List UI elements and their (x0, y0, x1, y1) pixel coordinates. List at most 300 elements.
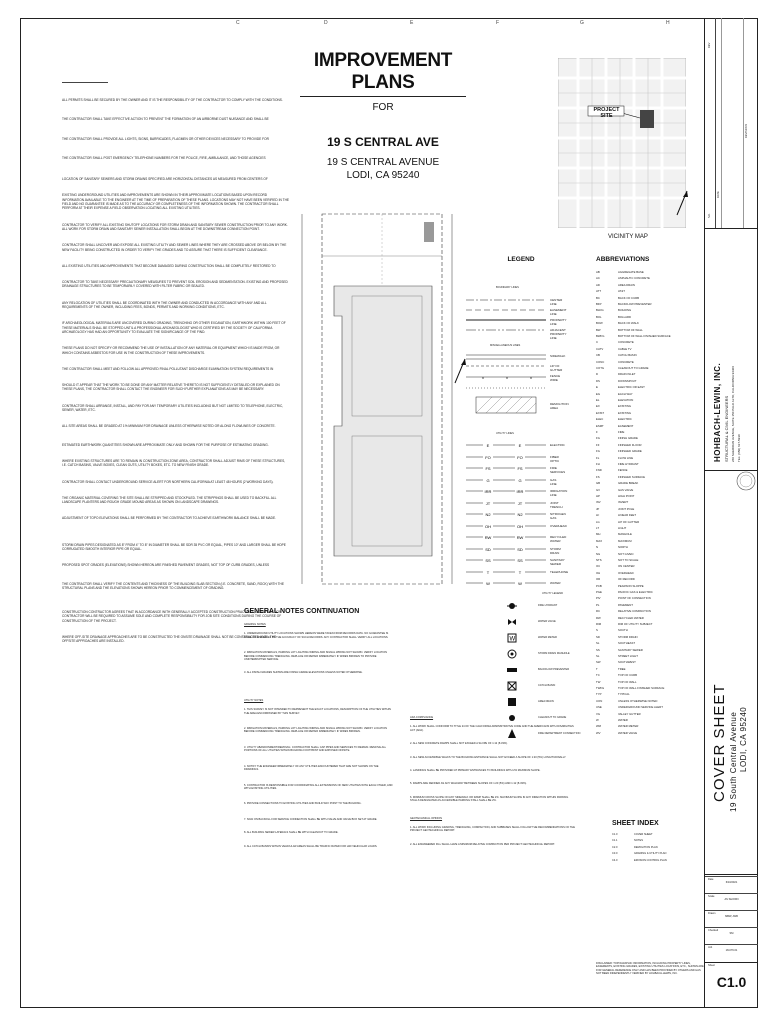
abbreviation-meaning: NOT TO SCALE (618, 558, 639, 562)
svg-text:W: W (509, 636, 516, 643)
abbreviation-code: TWFG (596, 686, 605, 690)
abbreviation-row (596, 289, 625, 293)
utility-code-label: FS (517, 466, 523, 471)
abbreviation-code: F (596, 430, 598, 434)
abbreviation-meaning: AGGREGATE BASE (618, 270, 644, 274)
note-item: IF ARCHAEOLOGICAL MATERIALS ARE UNCOVERED DURING GRADING, TRENCHING OR OTHER EXCAVATION, EARTHWORK WITHIN 100 FEET OF THESE MATERIALS SHALL BE STOPPED UNTIL A PROFESSIONAL ARCHAEOLOGIST WHO IS CERTIFIED BY THE SOCIETY OF CALIFORNIA ARCHAEOLOGY HAS HAD AN OPPORTUNITY TO EVALUATE THE SIGNIFICANCE OF THE FIND. (62, 321, 286, 334)
firm-name: HOHBACH-LEWIN, INC. (713, 362, 722, 462)
note-item: CONTRACTOR SHALL CONTACT UNDERGROUND SERVICE ALERT FOR NORTHERN CALIFORNIA AT LEAST 48 HOURS (2 WORKING DAYS). (62, 479, 274, 484)
sheet-index-row (612, 833, 702, 836)
title-field-label: Drawn (708, 912, 716, 915)
abbreviations-heading: ABBREVIATIONS (596, 256, 650, 263)
abbreviation-row (596, 584, 644, 588)
grading-note: 2. IRRIGATION MATERIALS, PARKING LOT LIGHTING WIRING AND SIGNAL WIRING NOT SHOWN. VERIFY LOCATION BEFORE COMMENCING TRENCHING. REPLACE OR REPAIR IMMEDIATELY IF WIRES BROKEN TO PROVIDE UNINTERRUPTED SERVICE. (244, 651, 387, 662)
note-item: THE CONTRACTOR SHALL TAKE EFFECTIVE ACTION TO PREVENT THE FORMATION OF AN AIRBORNE DUST NUISANCE AND SHALL BE (62, 117, 269, 122)
abbreviation-meaning: CATCH BASIN (618, 353, 637, 358)
utility-note: 9. ALL CATCH BASINS WITHIN VEHICULAR AREAS SHALL BE TRAFFIC RATED FOR H20 VEHICULAR LOADS. (244, 844, 378, 848)
abbreviation-meaning: ASPHALTIC CONCRETE (618, 276, 650, 281)
utility-line-swatch (466, 442, 546, 448)
legend-row: PROPERTY LINE (550, 318, 567, 326)
utility-code-label: FS (485, 466, 491, 471)
utility-line-swatch (466, 511, 546, 517)
abbreviation-row (596, 436, 638, 440)
abbreviation-row (596, 724, 638, 728)
note-item: THE CONTRACTOR SHALL VERIFY THE CONTENTS AND THICKNESS OF THE BUILDING SLAB SECTION (I.E. CONCRETE, SAND, ROCK) WITH THE STRUCTURAL PLANS AND THE ELEVATIONS SHOWN HEREON PRIOR TO COMMENCEMENT OF GRADING. (62, 581, 284, 590)
abbreviation-code: TC (596, 673, 600, 678)
abbreviation-code: SL (596, 641, 600, 646)
note-item: CONTRACTOR SHALL ARRANGE, INSTALL, AND PAY FOR ANY TEMPORARY UTILITIES INCLUDING BUT NOT LIMITED TO TELEPHONE, ELECTRIC, SEWER, WATER, ETC. (62, 403, 284, 413)
address-line-2: 19 S CENTRAL AVENUE (326, 157, 440, 168)
note-item: THESE PLANS DO NOT SPECIFY OR RECOMMEND THE USE OF INSTALLATION OF ANY MATERIAL OR EQUIPMENT WHICH IS MADE FROM, OR WHICH CONTAINS ASBESTOS FOR USE IN THE CONSTRUCTION OF THESE IMPROVEMENTS. (62, 346, 280, 355)
abbreviation-row (596, 513, 636, 517)
note-item: ALL EXISTING UTILITIES AND IMPROVEMENTS THAT BECOME DAMAGED DURING CONSTRUCTION SHALL BE COMPLETELY RESTORED TO (62, 263, 276, 268)
abbreviation-row (596, 673, 637, 677)
sheet-number: C1.0 (716, 974, 747, 991)
project-site-label: PROJECT SITE (593, 107, 620, 119)
abbreviation-row (596, 705, 663, 709)
column-letter: H (666, 20, 670, 26)
abbreviation-code: AB (596, 270, 600, 274)
abbreviation-meaning: BOTTOM OF WALL (618, 327, 643, 332)
utility-line-label: RECYCLED WATER (550, 535, 567, 543)
utility-code-label: W (518, 581, 522, 586)
utility-notes-heading: UTILITY NOTES (244, 698, 264, 702)
abbreviation-row (596, 398, 633, 402)
abbreviation-code: VG (596, 711, 601, 716)
north-arrow-icon (674, 188, 690, 218)
abbreviation-row (596, 334, 671, 338)
abbreviation-code: DS (596, 378, 600, 383)
utility-note: 1. THIS SURVEY IS NOT INTENDED TO REPRESENT THE EXACT LOCATIONS, DESCRIPTION OF THE UTILITIES WITHIN THE AREA ENCOMPASSED BY THIS SURVEY. (244, 708, 391, 715)
title-field-label: Checked (708, 929, 719, 932)
abbreviation-code: AC (596, 276, 600, 281)
abbreviation-row (596, 654, 638, 658)
abbreviation-row (596, 609, 651, 613)
abbreviation-row (596, 622, 652, 626)
abbreviation-row (596, 481, 638, 485)
abbreviation-row (596, 379, 637, 383)
ada-notes (410, 716, 578, 846)
utility-code-label: JT (485, 500, 491, 506)
abbreviation-code: AD (596, 282, 600, 287)
firm-subtitle: STRUCTURAL & CIVIL ENGINEERS (724, 395, 729, 462)
abbreviation-code: GV (596, 487, 601, 492)
abbreviation-code: N (596, 545, 599, 550)
abbreviation-meaning: FENCE (618, 468, 628, 473)
sheet-index-number: C2.0 (612, 845, 618, 849)
abbreviation-code: BFP (596, 302, 602, 306)
no-column: NO. (708, 213, 711, 218)
note-item: ESTIMATED EARTHWORK QUANTITIES SHOWN ARE APPROXIMATE ONLY AND SHOWN FOR THE PURPOSE OF ESTIMATING GRADING. (62, 442, 269, 447)
abbreviation-code: ESMT (596, 423, 604, 428)
abbreviation-meaning: NOT GIVEN (618, 551, 634, 556)
abbreviation-meaning: FIRE HYDRANT (618, 462, 639, 466)
abbreviation-code: OR (596, 577, 601, 582)
abbreviation-code: FF (596, 442, 600, 447)
note-item: ALL SITE AREAS SHALL BE GRADED AT 1% MINIMUM FOR DRAINAGE UNLESS OTHERWISE NOTED OR ALONG FLOWLINES OF CONCRETE. (62, 424, 276, 429)
continuation-heading: GENERAL NOTES CONTINUATION (244, 608, 360, 615)
abbreviation-meaning: PACIFIC GAS & ELECTRIC (618, 590, 653, 594)
abbreviation-row (596, 520, 639, 524)
abbreviation-meaning: BACK OF WALK (618, 321, 639, 326)
sheet-index-title: COVER SHEET (634, 833, 653, 836)
note-item: LOCATION OF SANITARY SEWERS AND STORM DRAINS SPECIFIED ARE HORIZONTAL DISTANCES AS MEASURED FROM CENTERS OF (62, 177, 268, 182)
general-notes (62, 98, 290, 656)
sheet-title-box (705, 472, 758, 875)
notes-continuation (244, 608, 394, 848)
abbreviation-row (596, 564, 634, 568)
utility-line-row (466, 442, 565, 449)
abbreviation-row (596, 603, 633, 607)
abbreviation-meaning: NORTH (618, 545, 628, 550)
utility-note: 8. ALL BUILDING SEWER LATERALS SHALL BE WITH CLEANOUT TO GRADE. (244, 831, 339, 835)
abbreviation-meaning: EASEMENT (618, 423, 634, 428)
note-item: ANY RELOCATION OF UTILITIES SHALL BE COORDINATED WITH THE OWNER AND CONDUCTED IN ACCORDANCE WITH ANY AND ALL REQUIREMENTS OF THE OWNER, INCLUDING FEES, BONDS, PERMITS AND WORKING CONDITIONS, ETC. (62, 300, 267, 310)
abbreviation-meaning: OF RECORD (618, 577, 635, 582)
boundary-heading: BOUNDARY LINES (496, 286, 519, 289)
sheet-index-title: EROSION CONTROL PLAN (634, 858, 667, 862)
utility-line-swatch (466, 500, 546, 506)
title-field-value: SM (729, 932, 734, 936)
abbreviation-row (596, 430, 624, 434)
title-fields (705, 876, 758, 961)
utility-legend-heading: UTILITY LEGEND (542, 592, 563, 595)
utility-line-label: SANITARY SEWER (550, 558, 565, 566)
utility-line-label: WATER (550, 581, 561, 585)
area-drain-icon (506, 696, 518, 708)
abbreviation-code: BOW (596, 321, 603, 326)
note-item: THE CONTRACTOR SHALL MEET AND FOLLOW ALL APPROVED FINAL POLLUTANT DISCHARGE ELIMINATION SYSTEM REQUIREMENTS IN (62, 366, 274, 371)
for-label: FOR (372, 102, 394, 113)
vicinity-map-graphic (558, 58, 686, 228)
abbreviation-code: BC (596, 295, 600, 300)
abbreviation-row (596, 366, 648, 370)
note-item: WHERE OFF-SITE DRAINAGE APPROACHES ARE TO BE CONSTRUCTED THE ONSITE DRAINAGE SHALL NOT BE CONSTRUCTED UNTIL THE OFFSITE APPROACHES ARE INSTALLED. (62, 635, 277, 644)
utility-line-swatch (466, 523, 546, 529)
project-title (300, 50, 466, 182)
utility-note: 3. UTILITY ABANDONMENT/REMOVAL: CONTRACTOR SHALL CAP PIPES AND SERVICES TO REMAIN. REMOVE ALL PORTIONS OF ALL UTILITIES WITHIN BUILDING FOOTPRINT AND EXPOSED OFFSITE. (244, 745, 387, 753)
utility-line-row (466, 511, 566, 520)
sheet-label: Sheet (708, 964, 715, 967)
utility-line-row (466, 534, 567, 543)
abbreviation-code: FND (596, 468, 602, 473)
abbreviation-code: INV (596, 500, 601, 505)
abbreviations (596, 256, 700, 796)
note-item: ADJUSTMENT OF TOPO ELEVATIONS SHALL BE PERFORMED BY THE CONTRACTOR TO ACHIEVE EARTHWORK BALANCE SHALL BE MADE. (62, 516, 276, 521)
abbreviation-meaning: ELECTRIC OR EAST (618, 385, 645, 390)
ada-note: 6. MINIMUM CROSS SLOPE ON ANY SIDEWALK OR RAMP SHALL BE 2%. MAXIMUM SLOPE IN ANY DIRECTION WITHIN PARKING STALLS DESIGNATED AS ACCESSIBLE PARKING STALL SHALL BE 2%. (410, 795, 569, 803)
sheet-index-title: GRADING & UTILITY PLAN (634, 852, 667, 856)
abbreviation-row (596, 404, 631, 408)
utility-line-swatch (466, 465, 546, 471)
legend-row: LIP OF GUTTER (550, 364, 563, 372)
abbreviation-code: EX (596, 404, 600, 409)
abbreviation-meaning: EXISTING (618, 404, 632, 409)
abbreviation-code: UON (596, 698, 603, 703)
abbreviation-row (596, 731, 637, 735)
abbreviation-row (596, 456, 633, 460)
abbreviation-meaning: FLOW LINE (618, 455, 634, 460)
utility-line-row (466, 454, 560, 463)
sheet-index-row (612, 846, 702, 849)
abbreviation-meaning: SOUTHEAST (618, 641, 636, 646)
abbreviation-meaning: MANHOLE (618, 532, 632, 537)
note-item: ALL PERMITS SHALL BE SECURED BY THE OWNER AND IT IS THE RESPONSIBILITY OF THE CONTRACTOR TO COMPLY WITH THE CONDITIONS. (62, 98, 283, 102)
utility-note: 5. CONTRACTOR IS RESPONSIBLE FOR COORDINATING ALL EXTENSIONS OF NEW UTILITIES WITH EACH OTHER, AND WITH EXISTING UTILITIES. (244, 783, 393, 790)
abbreviation-meaning: CONCRETE (618, 340, 634, 345)
misc-heading: MISCELLANEOUS LINES (490, 344, 521, 347)
note-item: THE CONTRACTOR SHALL POST EMERGENCY TELEPHONE NUMBERS FOR THE POLICE, FIRE, AMBULANCE, AND THOSE AGENCIES (62, 155, 266, 160)
utility-code-label: SS (485, 558, 491, 563)
title-field (705, 910, 758, 927)
title-field-value: AS SHOWN (724, 898, 739, 902)
abbreviation-meaning: ELECTRIC (618, 417, 632, 422)
note-item: THE CONTRACTOR SHALL PROVIDE ALL LIGHTS, SIGNS, BARRICADES, FLAGMEN OR OTHER DEVICES NECESSARY TO PROVIDE FOR (62, 136, 269, 141)
sheet-title: COVER SHEET (711, 683, 728, 802)
title-field (705, 876, 758, 893)
legend-row: DEMOLITION AREA (466, 396, 546, 415)
note-item: WHERE EXISTING STRUCTURES ARE TO REMAIN IN CONSTRUCTION ZONE AREA, CONTRACTOR SHALL ADJUST RIMS OF THESE STRUCTURES, I.E. CATCH BASINS, VALVE BOXES, CLEAN OUTS, UTILITY BOXES, ETC. TO NEW FINISH GRADE. (62, 458, 286, 468)
utility-line-swatch (466, 454, 546, 460)
address-line-1: 19 S CENTRAL AVE (327, 135, 439, 149)
abbreviation-code: ATT (596, 289, 602, 294)
utility-line-row (466, 500, 563, 509)
abbreviation-meaning: PAVEMENT (618, 602, 633, 607)
utility-line-label: IRRIGATION LINE (550, 489, 568, 497)
grading-note: 1. UNDERGROUND UTILITY LOCATIONS SHOWN HEREON WERE TAKEN FROM RECORDS DATA. NO GUARANTEE IS MADE OR IMPLIED AS TO THE ACCURACY OF SUCH RECORDS. ANY CONTRACTOR SHALL VERIFY ALL LOCATIONS. (244, 632, 389, 639)
abbreviation-row (596, 321, 639, 325)
abbreviation-row (596, 526, 626, 530)
abbreviation-code: RIM (596, 622, 602, 626)
abbreviation-meaning: UNLESS OTHERWISE NOTED (618, 698, 658, 703)
revisions-label: REVISIONS (745, 123, 748, 138)
abbreviation-code: PCB (596, 583, 602, 588)
abbreviation-meaning: EACH WAY (618, 391, 633, 396)
abbreviation-code: SW (596, 660, 601, 665)
abbreviation-code: FS (596, 474, 600, 479)
abbreviation-row (596, 532, 632, 536)
utility-code-label: FO (485, 454, 491, 460)
abbreviation-code: WM (596, 724, 601, 729)
column-letter: C (236, 20, 240, 26)
abbreviation-meaning: BOLLARD (618, 314, 632, 319)
abbreviation-meaning: BACKFLOW PREVENTER (618, 302, 652, 306)
note-item: CONTRACTOR TO TAKE NECESSARY PRECAUTIONARY MEASURES TO PREVENT SOIL EROSION AND SEDIMENTATION. EXISTING AND PROPOSED DRAINAGE STRUCTURES TO BE TEMPORARILY COVERED WITH FILTER FABRIC OR SEALED. (62, 280, 288, 289)
legend-row: SIDEWALK (550, 354, 566, 358)
abbreviation-meaning: CLEANOUT TO GRADE (618, 366, 649, 370)
abbreviation-meaning: FINISHED GRADE (618, 449, 642, 454)
utility-code-label: N2 (517, 512, 523, 517)
abbreviation-row (596, 558, 638, 562)
ada-note: 5. RAMPS ARE DEFINED AS ANY WALKWAY BETWEEN SLOPES OF 1:20 (5%) AND 1:12 (8.33%). (410, 782, 527, 786)
ada-note: 1. ALL WORK SHALL CONFORM TO TITLE 24 OF THE CALIFORNIA ADMINISTRATIVE CODE AND THE AMERICANS WITH DISABILITIES ACT (ADA). (410, 725, 574, 732)
legend-row: EASEMENT LINE (550, 308, 567, 316)
utility-code-label: W (486, 581, 490, 586)
abbreviation-meaning: RELATIVE COMPACTION (618, 609, 651, 614)
utility-code-label: E (518, 443, 522, 448)
abbreviation-row (596, 539, 632, 543)
fire-hydrant-icon (506, 600, 518, 612)
firm-address: 260 SHERIDAN AVENUE, SUITE 150 PALO ALTO, CALIFORNIA 94306 (731, 366, 735, 462)
utility-line-swatch (466, 569, 546, 575)
ada-note: 2. ALL NEW CONCRETE RAMPS SHALL NOT EXCEED A SLOPE OF 1:12 (8.33%). (410, 742, 508, 746)
abbreviation-code: T (596, 666, 598, 671)
abbreviation-meaning: OVERHEAD (618, 570, 634, 575)
utility-code-label: SD (485, 546, 491, 552)
abbreviation-meaning: DRAIN INLET (618, 372, 636, 377)
svg-text:x: x (482, 375, 484, 380)
geo-note: 2. ALL ENGINEERED FILL SHALL HAVE A MINIMUM RELATIVE COMPACTION PER PROJECT GEOTECHNICAL REPORT. (410, 842, 555, 846)
utility-code-label: E (486, 443, 490, 448)
abbreviation-code: FL (596, 455, 600, 460)
abbreviation-row (596, 552, 633, 556)
abbreviation-meaning: LIGHT (618, 526, 627, 530)
project-city: LODI, CA 95240 (739, 706, 748, 772)
utility-note: 7. SIGN ON BACKFILL FOR SERVICE CONNECTION SHALL BE WITH VALVE AND VALVE BOX SET AT GRADE. (244, 817, 378, 821)
water-meter-icon (506, 632, 518, 644)
abbreviation-meaning: HIGH POINT (618, 494, 635, 498)
abbreviation-row (596, 315, 631, 319)
vicinity-map (558, 58, 686, 228)
abbreviation-code: JP (596, 506, 600, 511)
abbreviation-meaning: CABLE TV (618, 346, 632, 351)
abbreviation-code: USE (596, 705, 602, 710)
abbreviation-code: BWFG (596, 334, 605, 338)
backflow-preventer-icon (506, 664, 518, 676)
sheet-index-title: DEMOLITION PLAN (634, 845, 658, 849)
abbreviation-row (596, 699, 657, 703)
abbreviation-meaning: ELEVATION (618, 398, 634, 402)
abbreviation-meaning: STREET LIGHT (618, 654, 638, 658)
legend-heading: LEGEND (507, 256, 535, 263)
title-field (705, 927, 758, 944)
utility-note: 2. IRRIGATION MATERIALS, PARKING LOT LIGHTING WIRING AND SIGNAL WIRING NOT SHOWN. VERIFY LOCATION BEFORE COMMENCING TRENCHING. REPLACE OR REPAIR IMMEDIATELY IF WIRES BROKEN. (244, 727, 387, 734)
utility-code-label: G (486, 477, 490, 483)
legend-row: x x x FENCE WIRE (482, 374, 561, 382)
abbreviation-code: ELEC (596, 417, 604, 422)
utility-line-row (466, 488, 568, 497)
utility-line-row (466, 569, 569, 576)
grading-notes-heading: GRADING NOTES (244, 623, 266, 626)
sheet-index-row (612, 859, 702, 862)
abbreviation-code: NTS (596, 558, 602, 562)
abbreviation-meaning: POINT OF CONNECTION (618, 596, 651, 601)
abbreviation-meaning: LIP OF GUTTER (618, 519, 640, 524)
utility-code-label: G (518, 477, 522, 483)
sheet-index-heading: SHEET INDEX (612, 820, 659, 827)
title-field-label: Date (708, 878, 714, 881)
utility-code-label: OH (485, 523, 491, 529)
abbreviation-row (596, 276, 650, 280)
abbreviation-code: OH (596, 570, 601, 575)
abbreviation-row (596, 270, 644, 274)
abbreviation-row (596, 468, 627, 472)
abbreviation-row (596, 507, 634, 511)
abbreviation-code: BW (596, 327, 601, 332)
abbreviation-meaning: UNDERGROUND SERVICE ALERT (618, 705, 663, 710)
abbreviation-code: BOL (596, 314, 602, 319)
firm-box (705, 230, 758, 471)
abbreviation-row (596, 411, 631, 415)
abbreviation-row (596, 347, 631, 351)
sheet-index-title: NOTES (634, 839, 643, 843)
abbreviation-row (596, 616, 644, 620)
utility-line-label: FIBER OPTIC (550, 454, 560, 463)
note-item: STORM DRAIN PIPES DESIGNATED AS 8" FROM 4" TO 8" IN DIAMETER SHALL BE SDR 35 PVC OR EQUAL, PIPES 10" AND LARGER SHALL BE HDPE CORRUGATED SMOOTH INTERIOR PIPE OR EQUAL. (62, 542, 286, 551)
abbreviation-row (596, 340, 634, 344)
abbreviation-code: MH (596, 532, 601, 537)
abbreviation-meaning: MAXIMUM (618, 538, 632, 543)
title-field-value: MBW, ANB (725, 915, 738, 919)
abbreviation-code: TW (596, 679, 601, 684)
utility-line-row (466, 546, 561, 555)
abbreviation-meaning: RIM OF UTILITY SUBJECT (618, 622, 653, 626)
utility-code-label: T (486, 569, 490, 575)
utility-line-swatch (466, 546, 546, 552)
note-item: EXISTING UNDERGROUND UTILITIES AND IMPROVEMENTS ARE SHOWN IN THEIR APPROXIMATE LOCATIONS BASED UPON RECORD INFORMATION AVAILABLE TO THE ENGINEER AT THE TIME OF PREPARATION OF THESE PLANS. LOCATIONS MAY NOT HAVE BEEN VERIFIED IN THE FIELD AND NO GUARANTEE IS MADE AS TO THE ACCURACY OR COMPLETENESS OF THE INFORMATION SHOWN. THE CONTRACTOR SHALL PERFORM AT THEIR EXPENSE A FIELD OBSERVATION LOCATING ALL EXISTING UTILITIES. (62, 193, 289, 211)
abbreviation-meaning: BOTTOM OF WALL FINISHED SURFACE (618, 334, 671, 338)
column-letter: G (580, 20, 584, 26)
abbreviation-meaning: GRADE BREAK (618, 481, 639, 486)
abbreviation-code: BLDG (596, 308, 604, 313)
title-field-label: Job (708, 946, 713, 949)
firm-phone: TEL: (650) 617-5930 (737, 434, 741, 462)
abbreviation-meaning: STORM DRAIN (618, 634, 638, 639)
abbreviation-row (596, 712, 641, 716)
utility-line-swatch (466, 488, 546, 494)
utility-symbols: FIRE HYDRANT WATER VALVE W WATER METER STORM DRAIN MANHOLE BACKFLOW PREVENTER CATCH BASIN AREA DRAIN CLEANOUT TO GRADE FIRE DEPARTMENT CONNECTION (466, 600, 592, 770)
utility-line-label: GAS LINE (550, 477, 557, 486)
ada-note: 4. LANDINGS SHALL BE PROVIDED AT PRIMARY ENTRANCES TO BUILDINGS WITH 2% MAXIMUM SLOPE. (410, 769, 541, 773)
title-field (705, 944, 758, 961)
abbreviation-row (596, 545, 628, 549)
abbreviation-row (596, 488, 633, 492)
abbreviation-meaning: CONCRETE (618, 359, 634, 364)
utility-line-label: ELECTRIC (550, 443, 565, 447)
abbreviation-code: RC (596, 609, 601, 614)
abbreviation-code: COTG (596, 366, 605, 370)
abbreviation-row (596, 596, 651, 600)
water-valve-icon (506, 616, 518, 628)
abbreviation-code: C (596, 340, 599, 345)
catch-basin-icon (506, 680, 518, 692)
abbreviation-code: D (596, 372, 599, 377)
utility-heading: UTILITY LINES (496, 432, 514, 435)
sheet-index (612, 820, 702, 865)
sheet-index-number: C1.0 (612, 833, 618, 836)
manhole-icon (506, 648, 518, 660)
abbreviation-row (596, 660, 636, 664)
abbreviation-meaning: INVERT (618, 500, 629, 505)
abbreviation-meaning: DOWNSPOUT (618, 378, 637, 383)
abbreviation-meaning: TYPICAL (618, 692, 630, 697)
abbreviation-meaning: SANITARY SEWER (618, 647, 643, 652)
abbreviation-code: S (596, 628, 598, 633)
abbreviation-code: FG (596, 436, 600, 441)
utility-line-row (466, 523, 567, 530)
utility-note: 4. NOTIFY THE ENGINEER IMMEDIATELY OF ANY UTILITIES ENCOUNTERED THAT ARE NOT SHOWN ON THE DRAWINGS. (244, 764, 379, 772)
abbreviation-meaning: BACK OF CURB (618, 295, 639, 300)
abbreviation-code: FG (596, 449, 600, 454)
geo-note: 1. ALL WORK INCLUDING GRADING, TRENCHING, COMPACTION, AND SUBBASES SHALL FOLLOW THE RECOMMENDATIONS OF THE PROJECT GEOTECHNICAL REPORT. (410, 826, 576, 833)
abbreviation-code: TYP (596, 692, 602, 697)
city-line: LODI, CA 95240 (346, 170, 420, 181)
abbreviation-meaning: FINISHED SURFACE (618, 474, 646, 479)
svg-text:x: x (506, 375, 508, 380)
utility-line-label: STORM DRAIN (550, 546, 561, 555)
abbreviation-code: CONC (596, 359, 605, 364)
utility-code-label: OH (517, 523, 523, 529)
